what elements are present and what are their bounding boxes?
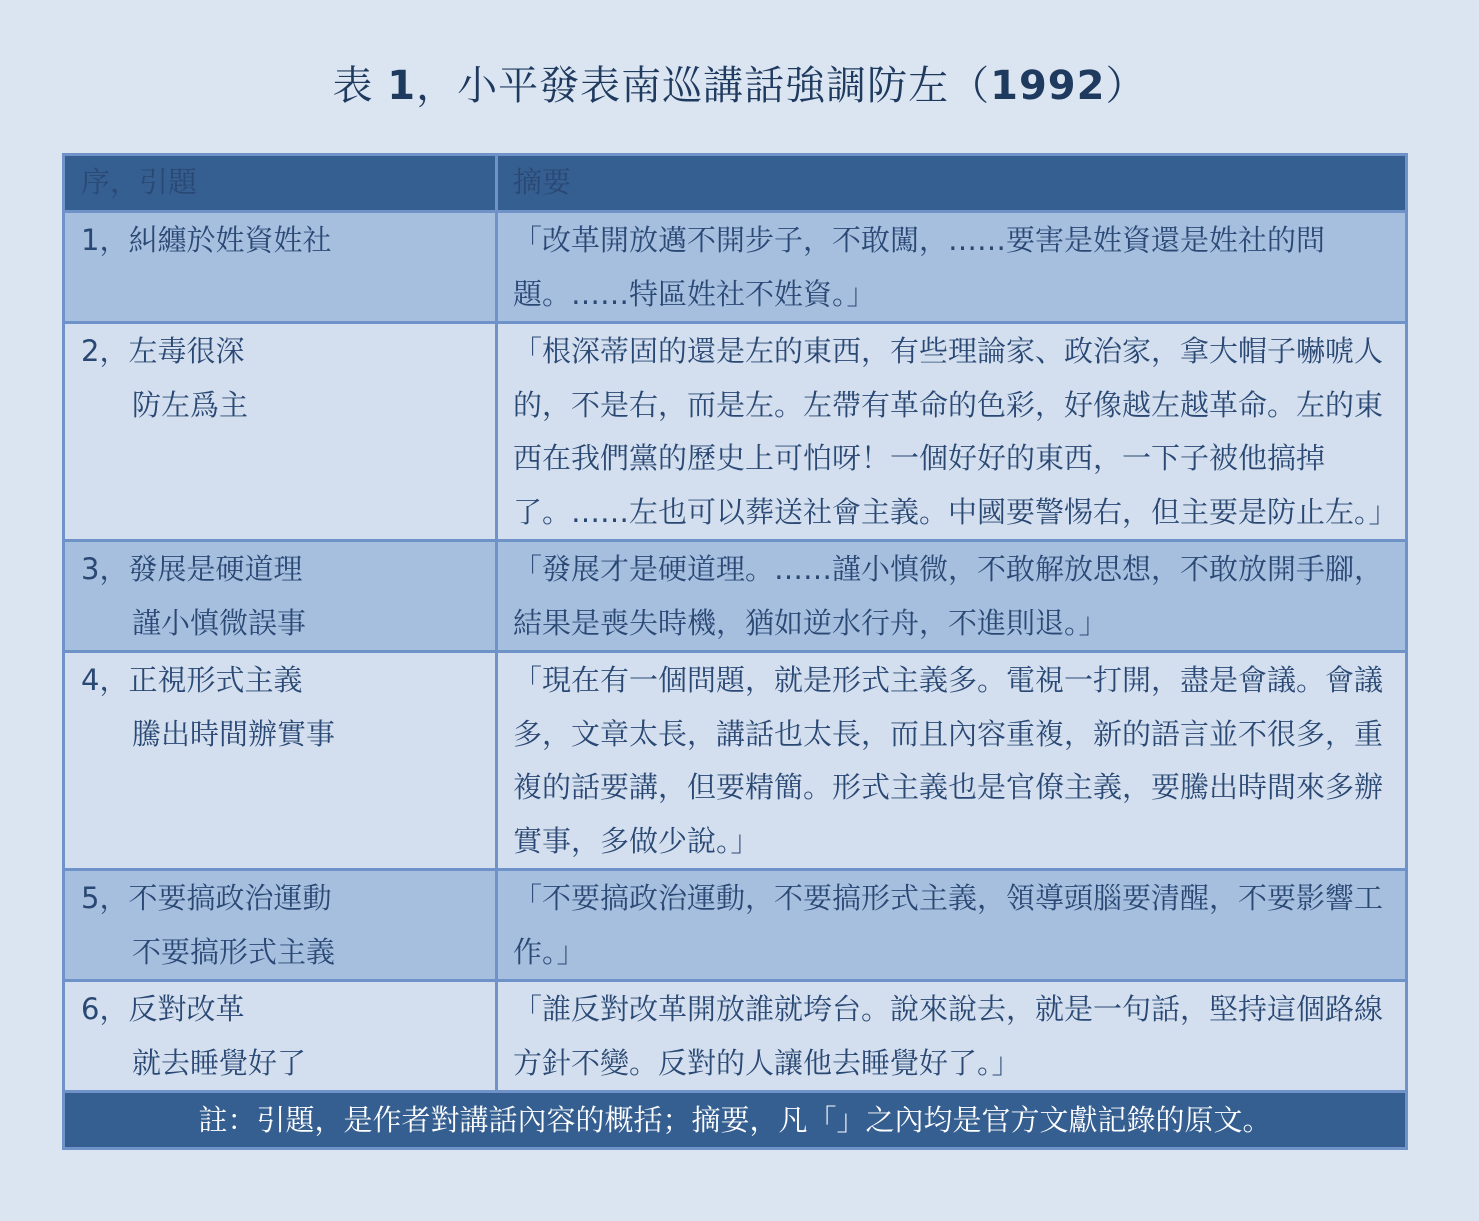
lead-line: 1，糾纏於姓資姓社 — [81, 223, 332, 257]
lead-line: 5，不要搞政治運動 — [81, 881, 332, 915]
lead-line: 3，發展是硬道理 — [81, 552, 303, 586]
footnote-row — [64, 1092, 1407, 1149]
header-summary: 摘要 — [497, 155, 1407, 212]
table-row — [64, 981, 1407, 1092]
table-row — [64, 323, 1407, 541]
lead-line: 謹小慎微誤事 — [132, 605, 307, 640]
row-lead — [64, 652, 497, 870]
row-lead — [64, 541, 497, 652]
row-summary: 「誰反對改革開放誰就垮台。說來說去，就是一句話，堅持這個路線方針不變。反對的人讓他去睡覺好了。」 — [497, 981, 1407, 1092]
table-row — [64, 652, 1407, 870]
lead-line: 防左爲主 — [132, 387, 249, 422]
title-year: 1992 — [990, 63, 1106, 109]
row-lead — [64, 981, 497, 1092]
header-lead: 序，引題 — [64, 155, 497, 212]
title-text: ，小平發表南巡講話強調防左（ — [416, 63, 991, 109]
row-summary: 「不要搞政治運動，不要搞形式主義，領導頭腦要清醒，不要影響工作。」 — [497, 870, 1407, 981]
table-row — [64, 212, 1407, 323]
title-prefix: 表 — [332, 63, 374, 109]
title-number: 1 — [387, 63, 417, 109]
table-row — [64, 870, 1407, 981]
row-lead — [64, 212, 497, 323]
row-summary: 「改革開放邁不開步子，不敢闖，……要害是姓資還是姓社的問題。……特區姓社不姓資。」 — [497, 212, 1407, 323]
table-header-row — [64, 155, 1407, 212]
lead-line: 騰出時間辦實事 — [132, 716, 336, 751]
lead-line: 4，正視形式主義 — [81, 663, 303, 697]
row-lead — [64, 323, 497, 541]
speech-summary-table — [62, 153, 1408, 1150]
page-title — [0, 58, 1479, 114]
row-summary: 「根深蒂固的還是左的東西，有些理論家、政治家，拿大帽子嚇唬人的，不是右，而是左。左帶有革命的色彩，好像越左越革命。左的東西在我們黨的歷史上可怕呀！一個好好的東西，一下子被他搞掉了。……左也可以葬送社會主義。中國要警惕右，但主要是防止左。」 — [497, 323, 1407, 541]
row-summary: 「現在有一個問題，就是形式主義多。電視一打開，盡是會議。會議多，文章太長，講話也太長，而且內容重複，新的語言並不很多，重複的話要講，但要精簡。形式主義也是官僚主義，要騰出時間來多辦實事，多做少說。」 — [497, 652, 1407, 870]
table-row — [64, 541, 1407, 652]
row-summary: 「發展才是硬道理。……謹小慎微，不敢解放思想，不敢放開手腳，結果是喪失時機，猶如逆水行舟，不進則退。」 — [497, 541, 1407, 652]
lead-line: 就去睡覺好了 — [132, 1045, 307, 1080]
title-close: ） — [1105, 63, 1147, 109]
footnote: 註：引題，是作者對講話內容的概括；摘要，凡「」之內均是官方文獻記錄的原文。 — [64, 1092, 1407, 1149]
lead-line: 2，左毒很深 — [81, 334, 245, 368]
lead-line: 不要搞形式主義 — [132, 934, 336, 969]
lead-line: 6，反對改革 — [81, 992, 245, 1026]
row-lead — [64, 870, 497, 981]
